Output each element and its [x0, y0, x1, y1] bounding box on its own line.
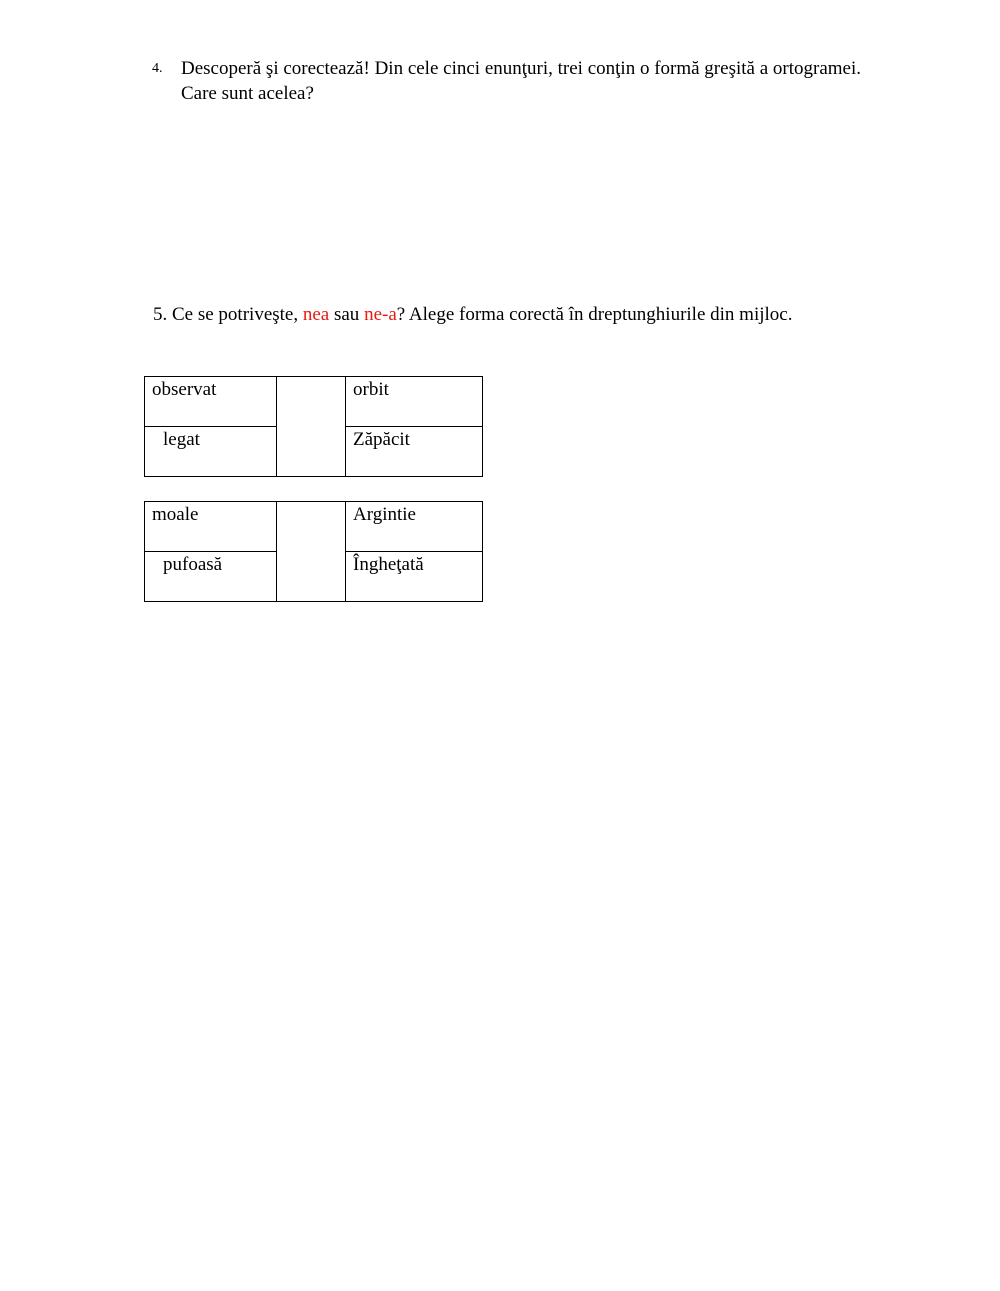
- table-cell: [346, 552, 483, 602]
- answer-box-1[interactable]: [277, 377, 346, 477]
- word-right-top: orbit: [353, 379, 389, 400]
- exercise-5-suffix: ? Alege forma corectă în dreptunghiurile din mijloc.: [396, 304, 793, 325]
- word-right-top: Argintie: [353, 504, 416, 525]
- table-cell: [145, 552, 277, 602]
- matching-table-1: [144, 376, 483, 477]
- option-ne-a: ne-a: [364, 304, 397, 325]
- word-left-top: moale: [152, 504, 199, 525]
- matching-table-2: [144, 501, 483, 602]
- exercise-5-instructions: [153, 302, 833, 327]
- table-cell: [346, 502, 483, 552]
- exercise-5-between: sau: [329, 304, 365, 325]
- table-cell: [145, 427, 277, 477]
- exercise-4-number: 4.: [152, 61, 163, 76]
- table-cell: [346, 427, 483, 477]
- word-left-top: observat: [152, 379, 217, 400]
- table-cell: [145, 377, 277, 427]
- answer-box-2[interactable]: [277, 502, 346, 602]
- word-left-bottom: legat: [163, 429, 200, 450]
- option-nea: nea: [302, 304, 330, 325]
- table-cell: [145, 502, 277, 552]
- word-left-bottom: pufoasă: [163, 554, 223, 575]
- exercise-4-instructions: Descoperă şi corectează! Din cele cinci enunţuri, trei conţin o formă greşită a ortogramei. Care sunt acelea?: [181, 58, 861, 104]
- word-right-bottom: Zăpăcit: [353, 429, 410, 450]
- word-right-bottom: Îngheţată: [353, 554, 424, 575]
- table-cell: [346, 377, 483, 427]
- exercise-5-prefix: 5. Ce se potriveşte,: [153, 304, 303, 325]
